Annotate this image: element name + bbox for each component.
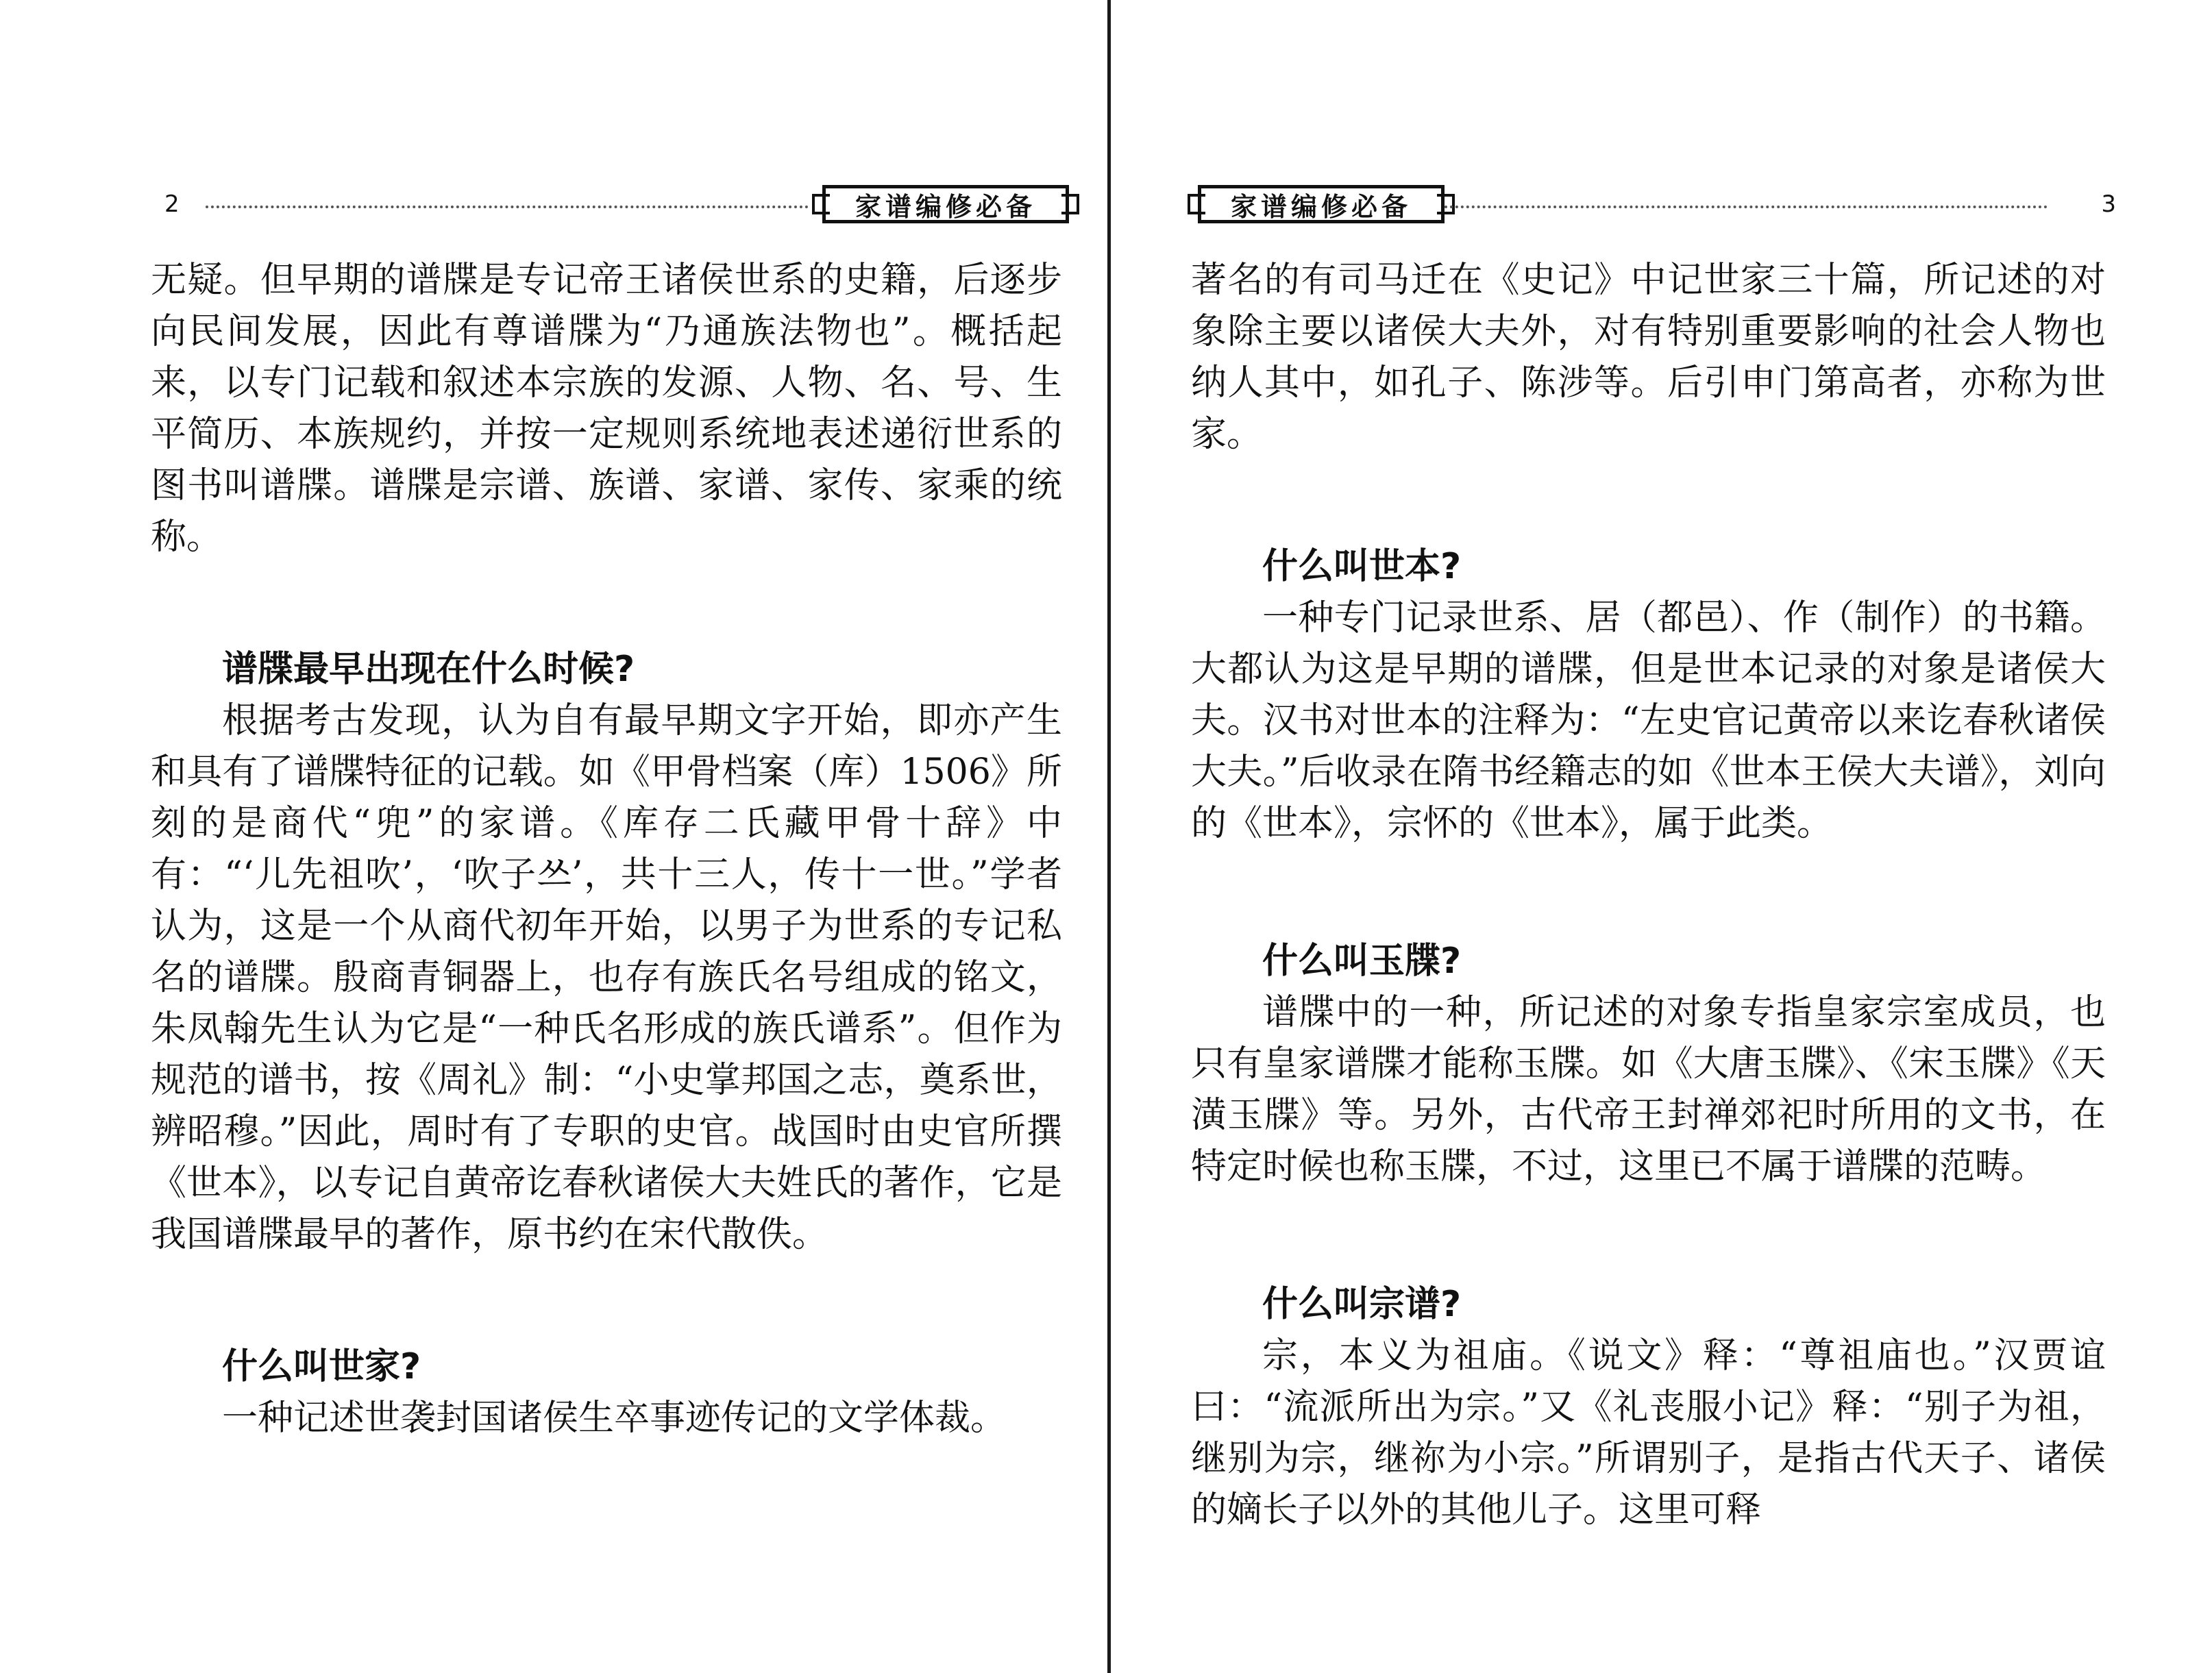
right-page	[1116, 0, 2212, 1673]
section-heading: 谱牒最早出现在什么时候?	[222, 649, 635, 690]
page-body	[151, 255, 1062, 1444]
running-head	[1198, 185, 2116, 233]
continued-paragraph: 著名的有司马迁在《史记》中记世家三十篇，所记述的对象除主要以诸侯大夫外，对有特别重要影响的社会人物也纳人其中，如孔子、陈涉等。后引申门第高者，亦称为世家。	[1191, 260, 2106, 455]
dotted-rule	[206, 206, 809, 208]
section-paragraph: 根据考古发现，认为自有最早期文字开始，即亦产生和具有了谱牒特征的记载。如《甲骨档案（库）1506》所刻的是商代“兜”的家谱。《库存二氏藏甲骨十辞》中有：“‘儿先祖吹’，‘吹子쓰’，共十三人，传十一世。”学者认为，这是一个从商代初年开始，以男子为世系的专记私名的谱牒。殷商青铜器上，也存有族氏名号组成的铭文，朱凤翰先生认为它是“一种氏名形成的族氏谱系”。但作为规范的谱书，按《周礼》制：“小史掌邦国之志，奠系世，辨昭穆。”因此，周时有了专职的史官。战国时由史官所撰《世本》，以专记自黄帝讫春秋诸侯大夫姓氏的著作，它是我国谱牒最早的著作，原书约在宋代散佚。	[151, 700, 1062, 1255]
section-paragraph: 谱牒中的一种，所记述的对象专指皇家宗室成员，也只有皇家谱牒才能称玉牒。如《大唐玉牒》、《宋玉牒》《天潢玉牒》等。另外，古代帝王封禅郊祀时所用的文书，在特定时候也称玉牒，不过，这里已不属于谱牒的范畴。	[1191, 992, 2106, 1187]
page-number: 2	[164, 190, 180, 218]
running-title: 家谱编修必备	[822, 185, 1069, 223]
section-heading: 什么叫世本?	[1262, 546, 1462, 587]
continued-paragraph: 无疑。但早期的谱牒是专记帝王诸侯世系的史籍，后逐步向民间发展，因此有尊谱牒为“乃通族法物也”。概括起来，以专门记载和叙述本宗族的发源、人物、名、号、生平简历、本族规约，并按一定规则系统地表述递衍世系的图书叫谱牒。谱牒是宗谱、族谱、家谱、家传、家乘的统称。	[151, 260, 1062, 558]
section-paragraph: 一种专门记录世系、居（都邑）、作（制作）的书籍。大都认为这是早期的谱牒，但是世本记录的对象是诸侯大夫。汉书对世本的注释为：“左史官记黄帝以来讫春秋诸侯大夫。”后收录在隋书经籍志的如《世本王侯大夫谱》，刘向的《世本》，宗怀的《世本》，属于此类。	[1191, 597, 2106, 844]
book-gutter	[1107, 0, 1111, 1673]
section-heading: 什么叫玉牒?	[1262, 941, 1462, 982]
running-title: 家谱编修必备	[1198, 185, 1445, 223]
page-body	[1191, 255, 2106, 1536]
section-heading: 什么叫宗谱?	[1262, 1284, 1462, 1325]
running-head	[164, 185, 1076, 233]
section-paragraph: 宗，本义为祖庙。《说文》释：“尊祖庙也。”汉贾谊曰：“流派所出为宗。”又《礼丧服小记》释：“别子为祖，继别为宗，继祢为小宗。”所谓别子，是指古代天子、诸侯的嫡长子以外的其他儿子。这里可释	[1191, 1335, 2106, 1531]
page-number: 3	[2101, 190, 2116, 218]
section-paragraph: 一种记述世袭封国诸侯生卒事迹传记的文学体裁。	[222, 1398, 1007, 1439]
section-heading: 什么叫世家?	[222, 1346, 421, 1387]
dotted-rule	[1445, 206, 2048, 208]
